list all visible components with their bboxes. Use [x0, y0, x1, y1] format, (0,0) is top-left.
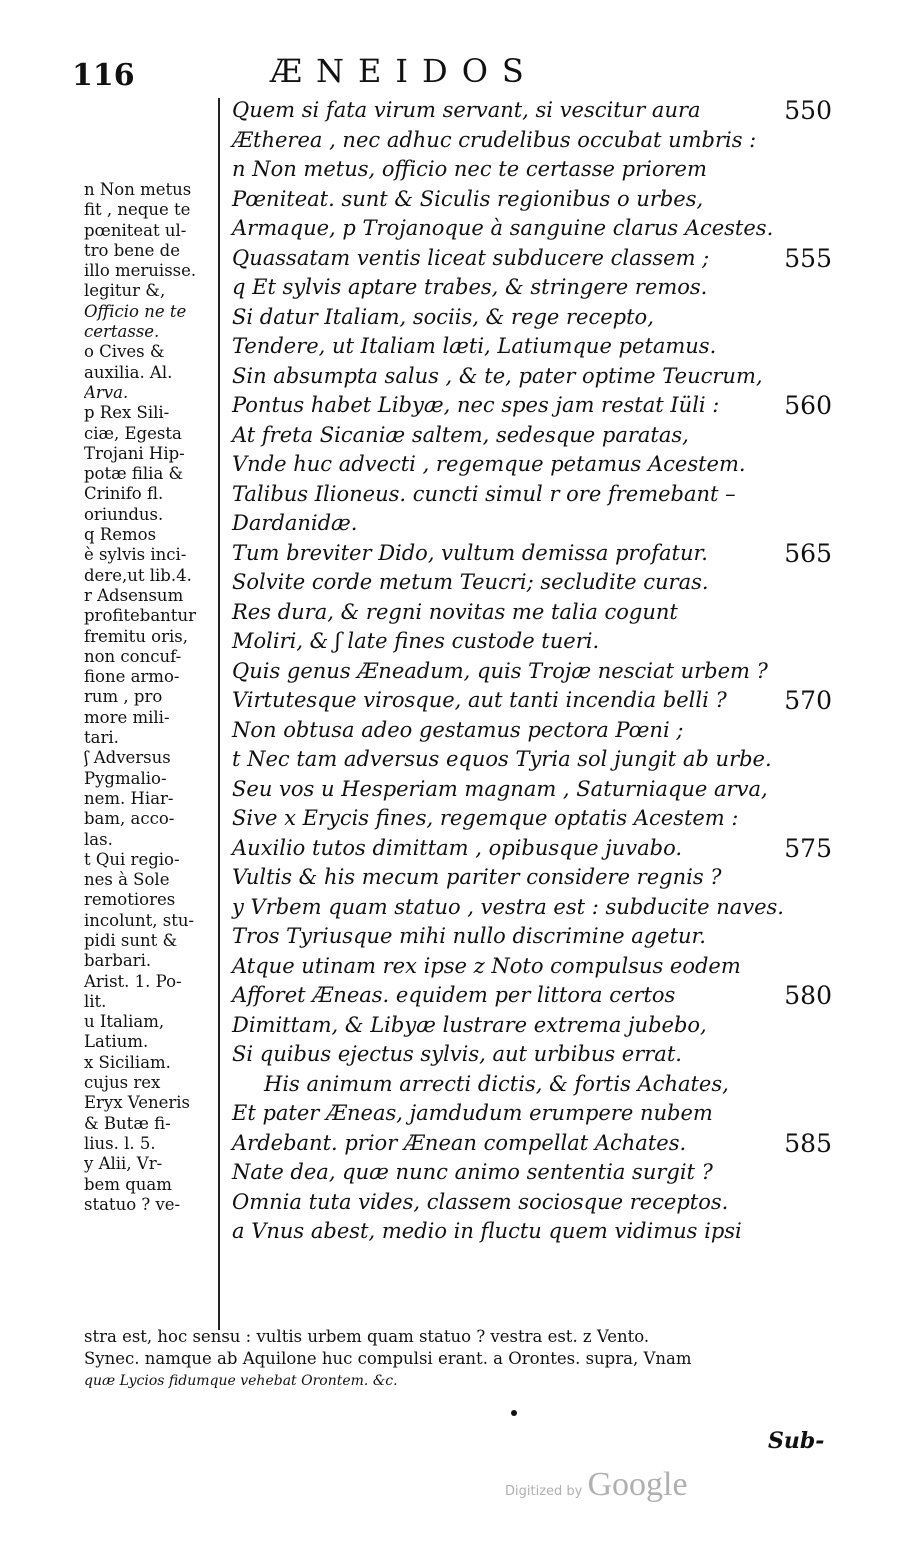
verse-text: Vnde huc advecti , regemque petamus Acestem. [232, 452, 746, 476]
margin-note-line: Latium. [84, 1032, 149, 1052]
margin-note-line: fione armo- [84, 667, 180, 687]
verse-line [232, 834, 832, 864]
verse-line [232, 421, 832, 451]
margin-note-line: q Remos [84, 525, 157, 545]
margin-note-line: pidi sunt & [84, 930, 178, 950]
verse-text: Dardanidæ. [232, 511, 358, 535]
line-number: 560 [784, 391, 832, 420]
margin-note-line: lit. [84, 991, 107, 1011]
verse-line [232, 598, 832, 628]
verse-text: Atque utinam rex ipse z Noto compulsus eodem [232, 953, 741, 978]
verse-text: Omnia tuta vides, classem sociosque receptos. [232, 1189, 729, 1214]
verse-text: Vultis & his mecum pariter considere regnis ? [232, 865, 722, 889]
verse-text: Sin absumpta salus , & te, pater optime Teucrum, [232, 363, 763, 388]
verse-text: Tendere, ut Italiam læti, Latiumque petamus. [232, 334, 717, 358]
margin-note-line: Arva. [84, 382, 129, 402]
verse-line [232, 627, 832, 657]
verse-text: Ætherea , nec adhuc crudelibus occubat umbris : [232, 127, 757, 152]
line-number: 585 [784, 1128, 832, 1158]
margin-note-line: fremitu oris, [84, 626, 188, 646]
verse-line [232, 362, 832, 392]
margin-note-line: x Siciliam. [84, 1052, 171, 1072]
margin-note-line: Officio ne te [84, 301, 187, 321]
verse-text: a Vnus abest, medio in fluctu quem vidimus ipsi [232, 1219, 742, 1243]
margin-note-line: fit , neque te [84, 200, 191, 220]
margin-note-line: more mili- [84, 707, 170, 727]
margin-note-line: tari. [84, 728, 119, 748]
margin-note-line: y Alii, Vr- [84, 1154, 163, 1174]
verse-text: Et pater Æneas, jamdudum erumpere nubem [232, 1101, 713, 1125]
verse-text: His animum arrecti dictis, & fortis Achates, [264, 1071, 729, 1096]
verse-line [232, 1158, 832, 1188]
verse-text: At freta Sicaniæ saltem, sedesque paratas, [232, 422, 689, 447]
verse-text: y Vrbem quam statuo , vestra est : subducite naves. [232, 894, 784, 919]
verse-line [232, 686, 832, 716]
digitization-watermark [505, 1466, 688, 1504]
verse-text: Si quibus ejectus sylvis, aut urbibus errat. [232, 1042, 682, 1066]
margin-note-line: profitebantur [84, 606, 196, 626]
margin-note-line: Pygmalio- [84, 768, 167, 788]
verse-line [232, 745, 832, 775]
verse-line [232, 1217, 832, 1247]
verse-line [232, 893, 832, 923]
line-number: 580 [784, 981, 832, 1010]
verse-text: Tros Tyriusque mihi nullo discrimine agetur. [232, 924, 706, 948]
verse-line [232, 273, 832, 303]
margin-note-line: u Italiam, [84, 1012, 165, 1032]
margin-note-line: barbari. [84, 951, 152, 971]
verse-text: Talibus Ilioneus. cuncti simul r ore fremebant – [232, 481, 736, 506]
verse-text: Sive x Erycis fines, regemque optatis Acestem : [232, 806, 739, 830]
verse-text: n Non metus, officio nec te certasse priorem [232, 157, 707, 181]
verse-text: Moliri, & ʃ late fines custode tueri. [232, 629, 600, 653]
verse-line [232, 568, 832, 598]
margin-note-line: statuo ? ve- [84, 1194, 181, 1214]
verse-line [232, 1188, 832, 1218]
verse-text: Res dura, & regni novitas me talia cogunt [232, 599, 678, 624]
verse-line [232, 1040, 832, 1070]
line-number: 555 [784, 243, 832, 273]
margin-note-line: nes à Sole [84, 870, 170, 890]
margin-note-line: Eryx Veneris [84, 1093, 190, 1113]
verse-text: Ardebant. prior Ænean compellat Achates. [232, 1130, 687, 1155]
verse-text: Pœniteat. sunt & Siculis regionibus o urbes, [232, 186, 704, 211]
verse-text: Nate dea, quæ nunc animo sententia surgit ? [232, 1160, 713, 1184]
verse-line [232, 509, 832, 539]
verse-text: Auxilio tutos dimittam , opibusque juvabo. [232, 835, 683, 860]
verse-line [232, 450, 832, 480]
margin-note-line: cujus rex [84, 1073, 161, 1093]
verse-line [232, 657, 832, 687]
margin-note-line: lius. l. 5. [84, 1133, 156, 1153]
verse-line [232, 332, 832, 362]
verse-line [232, 244, 832, 274]
verse-text: q Et sylvis aptare trabes, & stringere remos. [232, 275, 708, 299]
verse-text: Pontus habet Libyæ, nec spes jam restat Iüli : [232, 393, 720, 417]
verse-text: Virtutesque virosque, aut tanti incendia belli ? [232, 688, 727, 712]
margin-note-line: certasse. [84, 322, 160, 342]
verse-line [232, 863, 832, 893]
margin-note-line: ciæ, Egesta [84, 423, 182, 443]
margin-note-line: remotiores [84, 890, 176, 910]
margin-note-line: r Adsensum [84, 585, 184, 605]
margin-note-line: pœniteat ul- [84, 220, 187, 240]
margin-note-line: legitur &, [84, 281, 166, 301]
margin-note-line: las. [84, 829, 113, 849]
verse-text: Armaque, p Trojanoque à sanguine clarus Acestes. [232, 216, 774, 240]
verse-line [232, 214, 832, 244]
margin-note-line: non concuf- [84, 646, 182, 666]
verse-line [232, 126, 832, 156]
margin-note-line: bam, acco- [84, 809, 175, 829]
page-number: 116 [72, 58, 135, 93]
margin-note-line: incolunt, stu- [84, 910, 195, 930]
line-number: 550 [784, 96, 832, 125]
bottom-notes [84, 1326, 844, 1392]
margin-note-line: ʃ Adversus [84, 748, 171, 768]
margin-note-line: auxilia. Al. [84, 362, 173, 382]
verse-text: Si datur Italiam, sociis, & rege recepto, [232, 304, 654, 329]
verse-text: Quem si fata virum servant, si vescitur aura [232, 98, 701, 122]
margin-note-line: Arist. 1. Po- [84, 971, 182, 991]
verse-line [232, 155, 832, 185]
verse-line [232, 391, 832, 421]
line-number: 570 [784, 686, 832, 715]
verse-line [232, 1011, 832, 1041]
margin-note-line: bem quam [84, 1174, 172, 1194]
margin-note-line: Trojani Hip- [84, 443, 185, 463]
verse-line [232, 185, 832, 215]
margin-note-line: rum , pro [84, 687, 163, 707]
bottom-note-line: quæ Lycios fidumque vehebat Orontem. &c. [84, 1373, 398, 1389]
bottom-note-line: stra est, hoc sensu : vultis urbem quam statuo ? vestra est. z Vento. [84, 1327, 650, 1346]
catchword: Sub- [768, 1428, 825, 1454]
verse-text: Dimittam, & Libyæ lustrare extrema jubebo, [232, 1012, 707, 1037]
ink-speck [511, 1410, 517, 1416]
verse-text: Afforet Æneas. equidem per littora certos [232, 983, 676, 1007]
verse-line [232, 775, 832, 805]
verse-text: Non obtusa adeo gestamus pectora Pœni ; [232, 717, 684, 742]
verse-line [232, 804, 832, 834]
verse-line [232, 981, 832, 1011]
margin-note-line: tro bene de [84, 240, 180, 260]
margin-note-line: Crinifo fl. [84, 484, 164, 504]
verse-line [232, 952, 832, 982]
margin-note-line: oriundus. [84, 504, 164, 524]
margin-note-line: dere,ut lib.4. [84, 565, 192, 585]
verse-line [232, 1129, 832, 1159]
margin-note-line: è sylvis inci- [84, 545, 187, 565]
watermark-brand: Google [587, 1466, 688, 1503]
verse-line [232, 96, 832, 126]
running-head: ÆNEIDOS [270, 52, 538, 90]
verse-text: t Nec tam adversus equos Tyria sol jungit ab urbe. [232, 747, 772, 771]
verse-line [232, 539, 832, 569]
margin-note-line: o Cives & [84, 342, 165, 362]
column-rule [218, 98, 220, 1330]
verse-block [232, 96, 832, 1247]
verse-line [232, 303, 832, 333]
line-number: 575 [784, 833, 832, 863]
verse-text: Quassatam ventis liceat subducere classem ; [232, 245, 710, 270]
margin-note-line: & Butæ fi- [84, 1113, 171, 1133]
margin-note-line: nem. Hiar- [84, 788, 174, 808]
verse-text: Seu vos u Hesperiam magnam , Saturniaque arva, [232, 776, 768, 801]
margin-note-line: p Rex Sili- [84, 403, 170, 423]
verse-line [232, 922, 832, 952]
margin-note-line: t Qui regio- [84, 849, 180, 869]
margin-note-line: potæ filia & [84, 464, 184, 484]
verse-line [232, 1070, 832, 1100]
bottom-note-line: Synec. namque ab Aquilone huc compulsi erant. a Orontes. supra, Vnam [84, 1349, 692, 1368]
margin-notes [84, 180, 216, 1215]
verse-text: Solvite corde metum Teucri; secludite curas. [232, 570, 709, 594]
verse-text: Quis genus Æneadum, quis Trojæ nesciat urbem ? [232, 658, 768, 683]
margin-note-line: n Non metus [84, 180, 192, 199]
verse-line [232, 480, 832, 510]
watermark-prefix: Digitized by [505, 1484, 583, 1499]
verse-line [232, 716, 832, 746]
line-number: 565 [784, 538, 832, 568]
verse-line [232, 1099, 832, 1129]
margin-note-line: illo meruisse. [84, 261, 197, 281]
verse-text: Tum breviter Dido, vultum demissa profatur. [232, 540, 708, 565]
